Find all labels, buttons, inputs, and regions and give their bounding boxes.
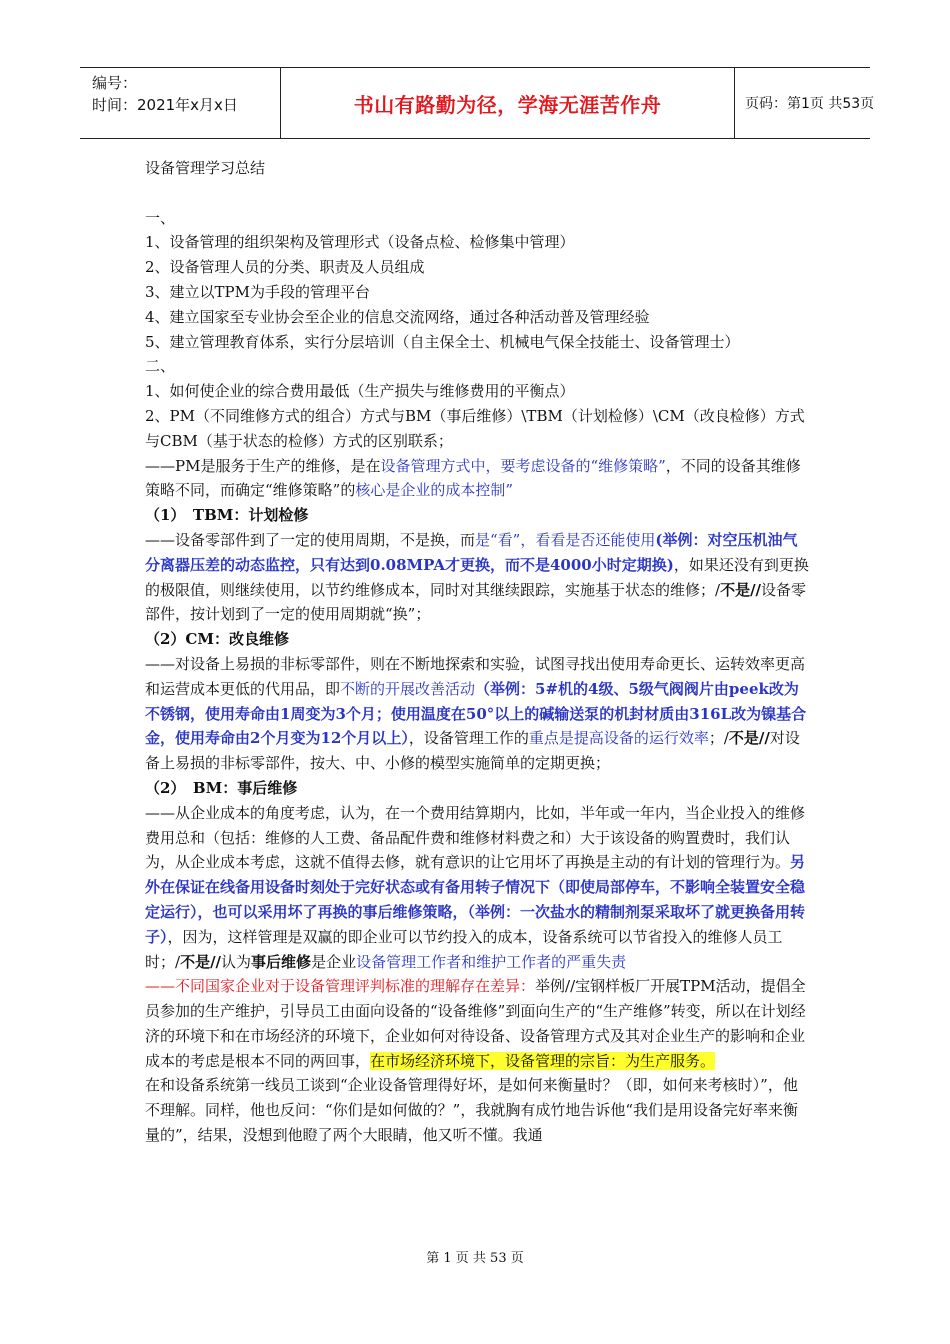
bm-text: 认为 (221, 952, 252, 971)
difference-text: 举例//宝钢样板厂开展TPM活动，提倡全员参加的生产维护，引导员工由面向设备的“设备维修”到面向生产的“生产维修”转变，所以在计划经济的环境下和在市场经济的环境下，企业如何对待设备、设备管理方式及其对企业生产的影响和企业成本的考虑是根本不同的两回事， (145, 977, 806, 1070)
document-number-label: 编号： (92, 74, 138, 92)
section-one-item: 4、建立国家至专业协会至企业的信息交流网络，通过各种活动普及管理经验 (145, 307, 650, 326)
tbm-not-marker: 不是// (720, 580, 762, 599)
bm-heading: （2） BM：事后维修 (145, 778, 298, 797)
tbm-heading: （1） TBM：计划检修 (145, 506, 309, 525)
bm-paragraph (145, 801, 810, 975)
page-footer: 第 1 页 共 53 页 (426, 1251, 524, 1266)
page-header (80, 67, 875, 139)
tbm-text: ——设备零部件到了一定的使用周期，不是换，而 (145, 530, 476, 549)
cm-highlight: 不断的开展改善活动 (340, 679, 476, 698)
cm-text: ，设备管理工作的 (408, 729, 529, 748)
difference-highlighted-text: 在市场经济环境下，设备管理的宗旨：为生产服务。 (370, 1051, 716, 1070)
cm-paragraph (145, 652, 810, 776)
cm-not-marker: 不是// (728, 729, 770, 748)
cm-text: 对设备上易损的非标零部件，按大、中、小修的模型实施简单的定期更换； (145, 729, 800, 773)
section-one-item: 1、设备管理的组织架构及管理形式（设备点检、检修集中管理） (145, 233, 575, 252)
header-page-info: 页码：第1页 共53页 (745, 96, 875, 112)
cm-example: （举例：5#机的4级、5级气阀阀片由peek改为不锈钢，使用寿命由1周变为3个月；使用温度在50°以上的碱输送泵的机封材质由316L改为镍基合金，使用寿命由2个月变为12个月以上） (145, 679, 807, 748)
bm-text: 是企业 (311, 952, 357, 971)
section-two-item: 1、如何使企业的综合费用最低（生产损失与维修费用的平衡点） (145, 382, 575, 401)
tbm-text: 设备零部件，按计划到了一定的使用周期就“换”； (145, 580, 807, 624)
tbm-example: (举例：对空压机油气分离器压差的动态监控，只有达到0.08MPA才更换，而不是4000小时定期换) (145, 530, 798, 574)
document-title: 设备管理学习总结 (145, 159, 266, 177)
section-one-heading: 一、 (145, 208, 176, 227)
section-one-item: 2、设备管理人员的分类、职责及人员组成 (145, 258, 425, 277)
section-one-item: 3、建立以TPM为手段的管理平台 (145, 282, 371, 301)
header-motto: 书山有路勤为径，学海无涯苦作舟 (280, 68, 735, 138)
cm-highlight: 重点是提高设备的运行效率 (528, 729, 709, 748)
section-two-heading: 二、 (145, 357, 176, 376)
closing-paragraph: 在和设备系统第一线员工谈到“企业设备管理得好坏，是如何来衡量时？（即，如何来考核时）”，他不理解。同样，他也反问：“你们是如何做的？”，我就胸有成竹地告诉他“我们是用设备完好率来衡量的”，结果，没想到他瞪了两个大眼睛，他又听不懂。我通 (145, 1076, 799, 1145)
section-two-item: 2、PM（不同维修方式的组合）方式与BM（事后维修）\TBM（计划检修）\CM（改良检修）方式与CBM（基于状态的检修）方式的区别联系； (145, 406, 805, 450)
header-meta (80, 68, 280, 138)
pm-paragraph (145, 454, 810, 504)
bm-not-marker: 不是// (180, 952, 222, 971)
cm-text: ；/ (708, 729, 729, 748)
pm-text: ——PM是服务于生产的维修，是在 (145, 456, 381, 475)
pm-highlight: 设备管理方式中，要考虑设备的“维修策略” (380, 456, 666, 475)
section-one-item: 5、建立管理教育体系，实行分层培训（自主保全士、机械电气保全技能士、设备管理士） (145, 332, 740, 351)
document-body (145, 156, 810, 1148)
pm-text: ，不同的设备其维修策略不同，而确定“维修策略”的 (145, 456, 801, 500)
cm-heading: （2）CM：改良维修 (145, 630, 289, 649)
tbm-highlight: 是“看”，看看是否还能使用 (475, 530, 656, 549)
bm-highlight: 设备管理工作者和维护工作者的严重失责 (356, 952, 627, 971)
pm-highlight: 核心是企业的成本控制” (355, 481, 514, 500)
document-date-label: 时间：2021年x月x日 (92, 96, 238, 114)
bm-emphasis: 事后维修 (251, 952, 312, 971)
tbm-paragraph (145, 528, 810, 627)
bm-example: 另外在保证在线备用设备时刻处于完好状态或有备用转子情况下（即使局部停车，不影响全装置安全稳定运行），也可以采用坏了再换的事后维修策略，（举例：一次盐水的精制剂泵采取坏了就更换备用转子） (145, 853, 806, 946)
cm-text: ——对设备上易损的非标零部件，则在不断地探索和实验，试图寻找出使用寿命更长、运转效率更高和运营成本更低的代用品，即 (145, 654, 806, 698)
difference-paragraph (145, 974, 810, 1073)
difference-red-text: ——不同国家企业对于设备管理评判标准的理解存在差异： (145, 977, 536, 996)
bm-text: ——从企业成本的角度考虑，认为，在一个费用结算期内，比如，半年或一年内，当企业投入的维修费用总和（包括：维修的人工费、备品配件费和维修材料费之和）大于该设备的购置费时，我们认为，从企业成本考虑，这就不值得去修，就有意识的让它用坏了再换是主动的有计划的管理行为。 (145, 803, 806, 872)
bm-text: ，因为，这样管理是双赢的即企业可以节约投入的成本，设备系统可以节省投入的维修人员工时；/ (145, 927, 783, 971)
tbm-text: ，如果还没有到更换的极限值，则继续使用，以节约维修成本，同时对其继续跟踪，实施基于状态的维修；/ (145, 555, 809, 599)
